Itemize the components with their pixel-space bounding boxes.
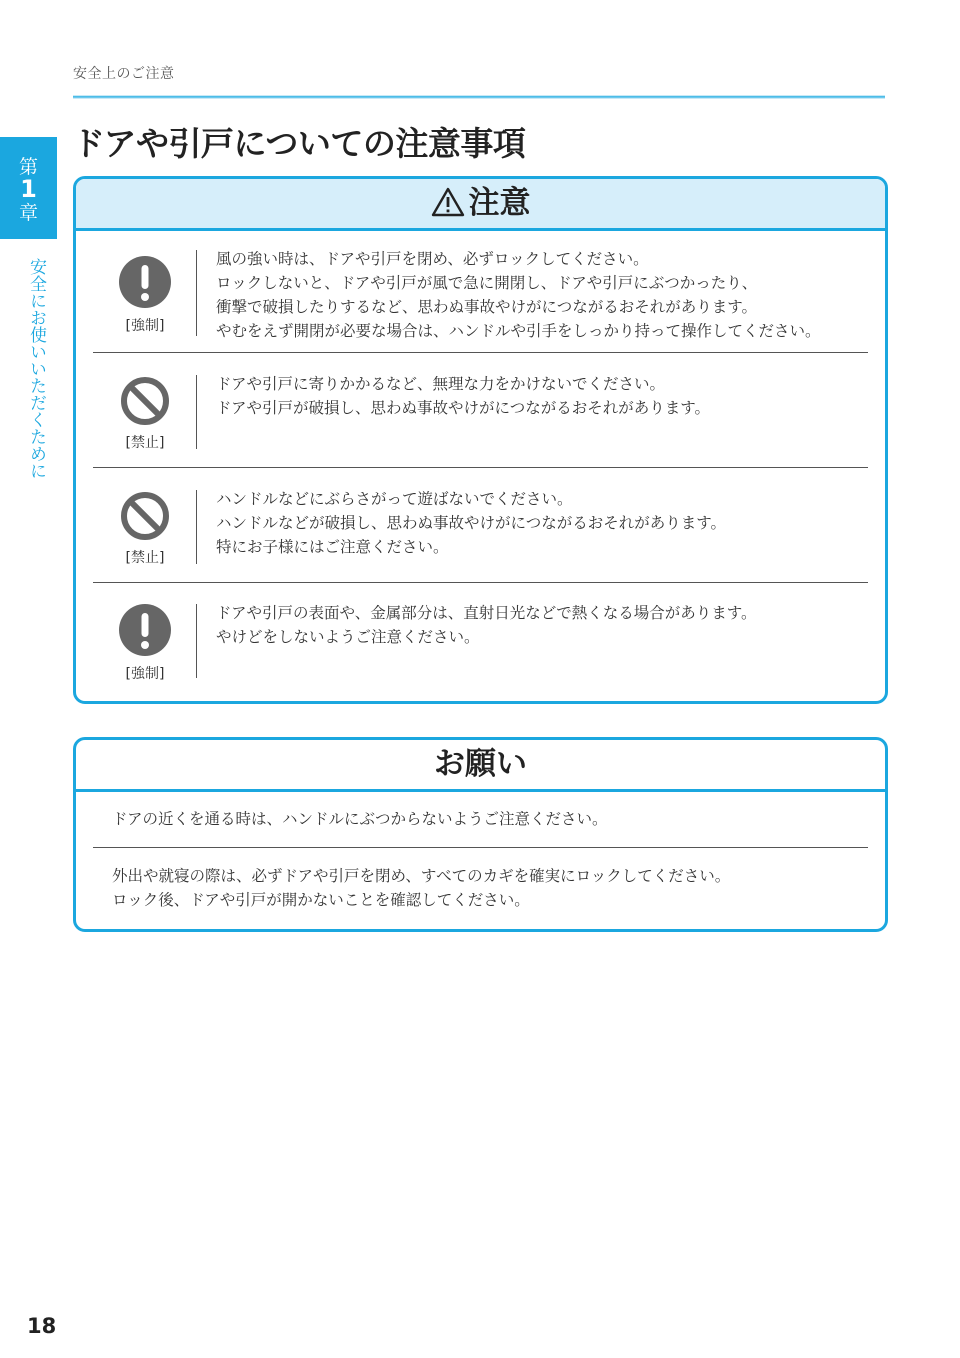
exclamation-icon [118, 603, 172, 657]
vertical-divider [196, 490, 197, 564]
request-item-text [112, 864, 730, 912]
header-divider [73, 95, 885, 99]
text-line: 衝撃で破損したりするなど、思わぬ事故やけがにつながるおそれがあります。 [216, 298, 757, 316]
section-label: 安全上のご注意 [73, 66, 175, 82]
vertical-divider [196, 375, 197, 449]
request-item-text [112, 807, 608, 831]
caution-item-text [216, 487, 866, 559]
caution-item-text [216, 372, 866, 420]
request-title: お願い [434, 746, 527, 782]
caution-item-text [216, 247, 866, 343]
row-divider [93, 352, 868, 353]
caution-item [93, 247, 868, 341]
text-line: ドアや引戸が破損し、思わぬ事故やけがにつながるおそれがあります。 [216, 399, 710, 417]
prohibition-icon [120, 376, 170, 426]
page-title: ドアや引戸についての注意事項 [72, 124, 526, 163]
caution-title: 注意 [468, 185, 531, 221]
caution-header [76, 179, 885, 231]
prohibition-icon [120, 491, 170, 541]
text-line: ドアや引戸の表面や、金属部分は、直射日光などで熱くなる場合があります。 [216, 604, 757, 622]
text-line: ロックしないと、ドアや引戸が風で急に開閉し、ドアや引戸にぶつかったり、 [216, 274, 758, 292]
vertical-divider [196, 250, 197, 336]
text-line: ハンドルなどにぶらさがって遊ばないでください。 [216, 490, 573, 508]
text-line: 風の強い時は、ドアや引戸を閉め、必ずロックしてください。 [216, 250, 649, 268]
exclamation-icon [118, 255, 172, 309]
row-divider [93, 582, 868, 583]
row-divider [93, 847, 868, 848]
chapter-prefix: 第 [18, 156, 38, 178]
caution-item-label: [強制] [125, 666, 165, 682]
row-divider [93, 467, 868, 468]
caution-item-label: [禁止] [125, 550, 165, 566]
text-line: ドアや引戸に寄りかかるなど、無理な力をかけないでください。 [216, 375, 666, 393]
text-line: 外出や就寝の際は、必ずドアや引戸を閉め、すべてのカギを確実にロックしてください。 [112, 867, 731, 885]
text-line: ロック後、ドアや引戸が開かないことを確認してください。 [112, 891, 530, 909]
warning-triangle-icon [431, 187, 465, 217]
chapter-tab [0, 137, 57, 239]
text-line: ハンドルなどが破損し、思わぬ事故やけがにつながるおそれがあります。 [216, 514, 726, 532]
caution-icon-cell [113, 603, 177, 683]
caution-item-text [216, 601, 866, 649]
page-number: 18 [27, 1314, 57, 1338]
caution-item [93, 487, 868, 567]
chapter-side-label: 安全にお使いいただくために [26, 258, 46, 479]
caution-icon-cell [113, 491, 177, 567]
caution-item-label: [強制] [125, 318, 165, 334]
caution-item-label: [禁止] [125, 435, 165, 451]
caution-item [93, 601, 868, 681]
caution-item [93, 372, 868, 452]
text-line: やけどをしないようご注意ください。 [216, 628, 480, 646]
request-box [73, 737, 888, 932]
chapter-suffix: 章 [18, 202, 38, 224]
text-line: ドアの近くを通る時は、ハンドルにぶつからないようご注意ください。 [112, 810, 608, 828]
request-header [76, 740, 885, 792]
caution-box [73, 176, 888, 704]
caution-title-wrap [431, 179, 531, 228]
chapter-number: 1 [20, 175, 37, 203]
vertical-divider [196, 604, 197, 678]
caution-icon-cell [113, 376, 177, 452]
text-line: やむをえず開閉が必要な場合は、ハンドルや引手をしっかり持って操作してください。 [216, 322, 821, 340]
caution-icon-cell [113, 255, 177, 335]
text-line: 特にお子様にはご注意ください。 [216, 538, 449, 556]
